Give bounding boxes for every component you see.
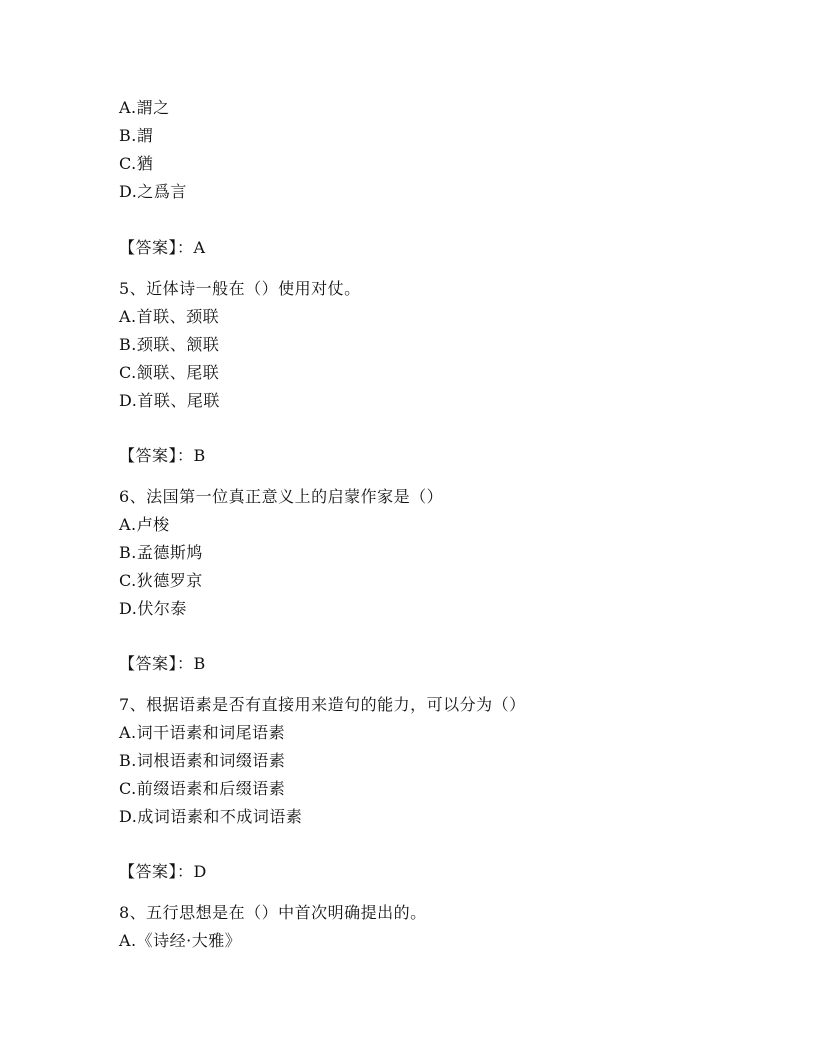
answer-line: 【答案】：B — [119, 446, 206, 465]
option-d: D.之爲言 — [119, 182, 187, 201]
question-text: 7、根据语素是否有直接用来造句的能力，可以分为（） — [119, 695, 526, 714]
option-b: B.孟德斯鸠 — [119, 543, 203, 562]
option-a: A.《诗经·大雅》 — [119, 931, 242, 950]
option-c: C.颔联、尾联 — [119, 363, 220, 382]
question-text: 8、五行思想是在（）中首次明确提出的。 — [119, 903, 427, 922]
question-text: 5、近体诗一般在（）使用对仗。 — [119, 279, 361, 298]
option-a: A.卢梭 — [119, 515, 170, 534]
answer-line: 【答案】：D — [119, 862, 207, 881]
answer-line: 【答案】：A — [119, 238, 206, 257]
option-c: C.前缀语素和后缀语素 — [119, 779, 286, 798]
option-b: B.颈联、颔联 — [119, 335, 220, 354]
option-b: B.謂 — [119, 126, 154, 145]
option-c: C.狄德罗京 — [119, 571, 203, 590]
option-d: D.首联、尾联 — [119, 391, 220, 410]
option-a: A.词干语素和词尾语素 — [119, 723, 286, 742]
option-d: D.成词语素和不成词语素 — [119, 807, 303, 826]
option-a: A.首联、颈联 — [119, 307, 220, 326]
option-b: B.词根语素和词缀语素 — [119, 751, 286, 770]
option-a: A.謂之 — [119, 98, 170, 117]
option-d: D.伏尔泰 — [119, 599, 187, 618]
question-text: 6、法国第一位真正意义上的启蒙作家是（） — [119, 487, 444, 506]
answer-line: 【答案】：B — [119, 654, 206, 673]
option-c: C.猶 — [119, 154, 154, 173]
